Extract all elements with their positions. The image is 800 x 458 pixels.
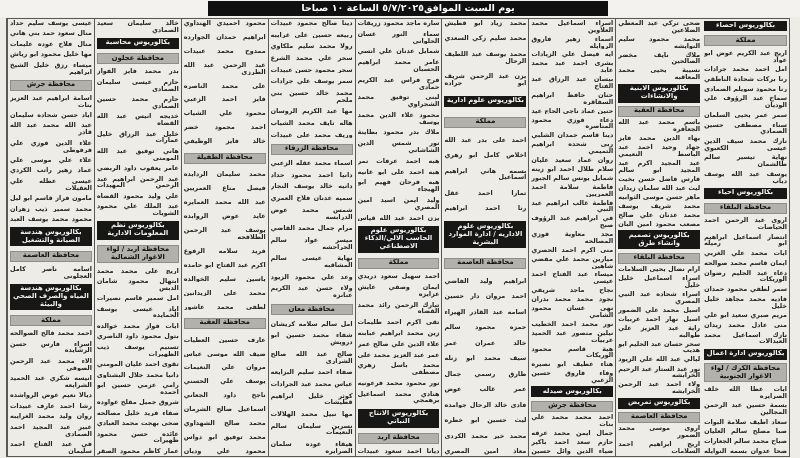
name-cell: تقى اكرم احمد طليمات xyxy=(357,319,440,326)
name-cell: حازم سعد احمد باكير xyxy=(531,438,614,446)
name-cell: يزن عبد الرحمن شريف ابو جراده xyxy=(444,73,527,87)
name-cell: سحر حسان عبد الحليم ابو هديب xyxy=(618,340,701,355)
name-cell: نجود محمد محمد بدران xyxy=(531,296,614,303)
name-cell: في ابراهيم عبد الرؤوف صبح xyxy=(531,215,614,229)
name-cell: عامر يعقوب داود الربضي xyxy=(96,165,179,172)
name-cell: عبد الله محمد العمايره xyxy=(183,199,266,206)
name-cell: هبه احمد علي ابو غانيه xyxy=(357,168,440,176)
name-cell: رولا محمد سليم ملكاوي xyxy=(270,43,353,51)
name-cell: مها نبيل محمد الهلالات xyxy=(270,410,353,418)
name-cell: ملاك نايف مخضر الصالحين xyxy=(618,51,701,66)
name-cell: اسراء اسماعيل محمد العلاوين xyxy=(531,20,614,34)
name-cell: علاء الدين علي صالح عمر xyxy=(357,340,440,348)
name-cell: فاديه محمد مجاهد خليل خليل xyxy=(704,295,787,310)
name-cell: منى اكرم احمد الحصري xyxy=(531,246,614,254)
name-cell: فارس فاضل حسن بخيت xyxy=(618,175,701,183)
name-cell: ايات عطا الله خلف الصرايره xyxy=(704,385,787,400)
name-cell: سيف محمد ابو زنله xyxy=(444,355,527,363)
name-cell: عمر غالب عوض xyxy=(444,386,527,393)
name-cell: ولاء حسن عبد الكريم عنانزه xyxy=(270,285,353,299)
title-bar xyxy=(0,0,800,17)
name-cell: ميارين محمد علي مفضي شاهين xyxy=(531,255,614,270)
name-cell: شروق جميل مفلح عواوده xyxy=(96,399,179,406)
name-cell: ربى شحده ابراهيم التميمي xyxy=(531,141,614,155)
name-cell: منى عادل محمد زيدان xyxy=(704,321,787,329)
name-cell: فيصل مناع العمريين xyxy=(183,185,266,193)
name-cell: علاء الدين فوزي علي فرفوطي xyxy=(10,139,92,154)
name-cell: بشرى احمد عبد محمد عابد xyxy=(531,60,614,74)
name-cell: محمود احميدي الهنداوي xyxy=(183,20,266,27)
degree-section-header: بكالوريوس هندسة المياه والصرف الصحي والبيئة xyxy=(10,284,92,311)
name-cell: ليث عبد الله سلمان زيدان xyxy=(618,184,701,192)
name-cell: دانيا محمد جلال البشتاوي xyxy=(96,371,179,379)
name-cell: اسيل نهار احمد عربيات xyxy=(618,315,701,323)
name-cell: حازم محمد حسين الصمادي xyxy=(96,96,179,110)
name-cell: جهاد وحيد احمد عبد الباسط النعيمي xyxy=(618,144,701,158)
name-cell: ولاء احمد عبد الرحمن الخرابشه xyxy=(618,381,701,395)
name-cell: امل سمير قاسم نصيرات xyxy=(96,295,179,303)
name-cell: دعاء فوزي محمود المناصره xyxy=(531,116,614,131)
governorate-subheader: محافظة معان xyxy=(271,304,353,315)
name-cell: خليل عبد الرزاق خليل عمارات xyxy=(96,130,179,145)
name-cell: اسماعيل صالح الشرمان xyxy=(183,406,266,414)
name-cell: عيسى يوسف سليم حداد xyxy=(10,20,92,27)
degree-section-header: بكالوريوس علوم الاداريه / ادارة الموارد البشرية xyxy=(444,221,526,248)
name-cell: باسم محمد عبد الله الجعافره xyxy=(618,119,701,134)
name-cell: علي وليد محمود القضاه xyxy=(96,192,179,200)
governorate-subheader: محافظة العاصمة xyxy=(10,251,92,262)
name-cell: ايمان قاسم محمد صوالحه xyxy=(704,259,787,267)
name-cell: فاطمة سلامة احمد العمريين xyxy=(531,183,614,198)
name-cell: فايز احمد الزعبي xyxy=(183,96,266,104)
name-cell: انيسه شكري عبد الحميد الشرايعه xyxy=(10,375,92,389)
name-cell: وعد علي محمود الزيود xyxy=(270,273,353,281)
name-cell: ضحى تركي عبد المعطي الضلاعين xyxy=(618,20,701,34)
name-cell: نهاية عيسى سالم المشاقبه xyxy=(270,255,353,269)
name-cell: معاذ امين المصري xyxy=(444,448,527,455)
name-cell: اسراء اسماعيل خليل خليل xyxy=(618,275,701,289)
name-cell: لبنى توفيق محمد الشجراوي xyxy=(357,94,440,108)
name-cell: محمود علاء الدين محمد يوسف xyxy=(357,111,440,126)
name-cell: ميساء عبد الفتاح احمد عيسى xyxy=(531,271,614,286)
column-5 xyxy=(355,19,442,456)
name-cell: محمد يوسف عبد اللطيف الرحال xyxy=(444,50,527,65)
governorate-subheader: مملكة xyxy=(10,315,92,326)
name-cell: شمايل يونس سالم الجبور xyxy=(531,174,614,182)
name-cell: ماهر حسن موسى الثوابيه xyxy=(618,193,701,201)
name-cell: روان وليد محمد الغرايبه xyxy=(10,413,92,421)
degree-section-header: بكالوريوس الانتاج النباتي xyxy=(358,409,440,428)
name-cell: مها خليل محمود ابو رياش xyxy=(10,51,92,59)
name-cell: فادي خالد الرحال جوامده xyxy=(444,401,527,409)
name-cell: وريف محمد علي عبيدات xyxy=(270,131,353,139)
name-cell: ملاك بدر محمود بطاينة xyxy=(357,129,440,137)
name-cell: بيسان عبد الرزاق عبد الفتاح xyxy=(531,76,614,90)
name-cell: اسيل محمد علي الضمور xyxy=(618,306,701,314)
name-cell: هاله نايف محمد الشياب xyxy=(270,120,353,127)
degree-section-header: بكالوريوس علوم الحاسب الالي/الذكاء الاصطناعي xyxy=(358,226,440,253)
name-cell: دانيا احمد محمود حداد xyxy=(270,171,353,179)
name-cell: محمد سليمان الردايده xyxy=(183,171,266,179)
name-cell: مريم صبري سعيد ابو علي xyxy=(704,312,787,319)
name-cell: ديانا احمد سعود عبيدات xyxy=(357,448,440,455)
governorate-subheader: مملكة xyxy=(704,35,787,46)
name-cell: ابراهيم وليد الفاضي xyxy=(444,277,527,285)
governorate-subheader: محافظة البلقاء xyxy=(618,253,700,264)
column-9 xyxy=(7,19,94,456)
name-cell: خديجه انيس عبد الله القضاه xyxy=(96,113,179,127)
governorate-subheader: محافظة الكرك / لواء الاغوار الجنوبية xyxy=(704,363,787,382)
name-cell: تبارك الرحمن رائد محمد القضاه xyxy=(357,301,440,316)
name-cell: نازك اسماعيل محمد العبدالات xyxy=(704,331,787,346)
name-cell: سعاد اطيف سلامة البوات xyxy=(704,418,787,426)
name-cell: عارف حسين العطيات xyxy=(183,336,266,344)
name-cell: امل سالم سلامه كريشان xyxy=(270,320,353,328)
name-cell: ميساء رزق خليل الشيخ ابراهيم xyxy=(10,61,92,76)
name-cell: حنان حافظ ابراهيم السفاقره xyxy=(531,91,614,106)
name-cell: نيلين منصور عبد الحميد عربيات xyxy=(531,329,614,344)
name-cell: صفاء احمد سليم البزايعه xyxy=(270,369,353,376)
name-cell: نسيبة يحيى محمد المعاقبه xyxy=(618,67,701,81)
name-cell: احمد مروان دار حسين xyxy=(444,293,527,301)
column-8 xyxy=(94,19,181,456)
name-cell: ضحى بهجت محمد العبادي xyxy=(96,420,179,427)
degree-section-header: بكالوريوس الابنية والانشاءات xyxy=(618,84,700,103)
name-cell: سحر علي محمد الشرع xyxy=(270,54,353,62)
name-cell: شمايل عدنان علي انسي xyxy=(357,48,440,56)
governorate-subheader: محافظة اربد xyxy=(358,433,440,444)
name-cell: بتول محمود داود الناصري xyxy=(96,333,179,341)
name-cell: صباح محمد سالم الجعارات xyxy=(704,438,787,445)
name-cell: سماح عبد الرؤوف علي الوديان xyxy=(704,95,787,109)
name-cell: عبد الله محمد عبد الله قادر xyxy=(10,122,92,137)
name-cell: ديالا نعيم عوض الرواشده xyxy=(10,392,92,400)
degree-section-header: بكالوريوس محاسبة xyxy=(97,38,179,49)
name-cell: اسراء فارس حسن الرشايده xyxy=(10,340,92,355)
name-cell: محمد باسل زهري مصطفى xyxy=(357,362,440,376)
degree-section-header: بكالوريوس تمريض xyxy=(618,398,700,409)
name-cell: محمد شريف يوسف xyxy=(618,202,701,210)
name-cell: احمد محمد محمد علي بنات xyxy=(531,414,614,428)
name-cell: حنين عماد ناجي الحاج عيد xyxy=(531,107,614,115)
name-cell: عمر عبد العزيز محمد علي xyxy=(357,351,440,359)
name-cell: تسنيم يوسف ذيب الظهيرات xyxy=(96,343,179,358)
name-cell: زين محمد ابراهيم عبابنه xyxy=(357,329,440,337)
name-cell: اياد عيسى يوسف الحمايده xyxy=(96,305,179,320)
name-cell: اسامه عبد القادر الهيراء xyxy=(444,308,527,316)
name-cell: اسراء شحاده عبد النبي المصري xyxy=(618,291,701,305)
name-cell: هناء عطيف ابو نصيره xyxy=(531,361,614,369)
name-cell: عامر محمد ابراهيم الحسبان xyxy=(357,59,440,73)
name-cell: هاني توفيق عبد الله المومني xyxy=(96,147,179,162)
name-cell: احمد محمود خضر xyxy=(183,124,266,132)
name-cell: سماء النور غسان الحلواني xyxy=(357,30,440,45)
name-cell: روان عماد سعيد عليان xyxy=(531,157,614,164)
name-cell: ساره ماجد محمود زريقات xyxy=(357,20,440,27)
name-cell: ممدوح محمد عبيدات xyxy=(183,47,266,55)
name-cell: اسامه ناصر كامل العجلوني xyxy=(10,265,92,280)
governorate-subheader: محافظة الطفيلة xyxy=(184,153,266,164)
names-table xyxy=(6,18,790,457)
name-cell: نهى غسان محمود الشامي xyxy=(531,305,614,319)
name-cell: رشا احمد عارف عبيدات xyxy=(10,402,92,410)
name-cell: منال فلاح عوده عليمات xyxy=(10,40,92,48)
name-cell: هنادي محمد اسماعيل برهمجي xyxy=(357,390,440,405)
name-cell: نازك محمد سيف الدين عيسى الكعبوي xyxy=(704,137,787,152)
name-cell: وفاء فاروق حسين الزعبي xyxy=(531,370,614,384)
name-cell: خالد سليمان سعيد الصمادي xyxy=(96,20,179,34)
name-cell: بسمة حسين عبد الرحمن المجالين xyxy=(704,402,787,416)
governorate-subheader: محافظة العاصمة xyxy=(618,412,700,423)
name-cell: خالد فايز الوظيفي xyxy=(183,138,266,146)
name-cell: انتصار اسماعيل ابراهيم ابو رميله xyxy=(704,233,787,248)
degree-section-header: بكالوريوس علوم ادارية xyxy=(444,96,526,107)
name-cell: سميه عدنان فلاح العمري xyxy=(270,195,353,202)
name-cell: عبير عبد المجيد احمد الصمادي xyxy=(10,423,92,438)
name-cell: نهاية تيسير سالم طالشمان xyxy=(704,154,787,169)
name-cell: خالد عمران عمر xyxy=(444,339,527,347)
name-cell: نور شمس الدين الشاشاني xyxy=(357,140,440,154)
name-cell: امل احمد محمد جرادات xyxy=(704,66,787,73)
name-cell: محمد زياد ابو قطيش xyxy=(444,20,527,27)
name-cell: مها عبد الكريم الروسان xyxy=(270,108,353,116)
name-cell: ضيف الله موسى عباس xyxy=(183,350,266,358)
name-cell: مجد معاوية فوزي المصالحه xyxy=(531,231,614,245)
degree-section-header: بكالوريوس احصاء xyxy=(704,21,787,32)
governorate-subheader: محافظة البلقاء xyxy=(704,203,787,214)
name-cell: محمود علي وديان xyxy=(183,448,266,455)
name-cell: جمال ايمن محمد عرفه xyxy=(531,429,614,437)
column-1 xyxy=(702,19,789,456)
name-cell: شمس محمد عوض الدرابسه xyxy=(270,206,353,221)
name-cell: اسماء محمد عقله الزعبي xyxy=(270,160,353,167)
name-cell: محمد محمود سليم النوايشه xyxy=(618,35,701,50)
degree-section-header: بكالوريوس ادارة اعمال xyxy=(704,349,787,360)
name-cell: عيسى عطله علي العقيلات xyxy=(10,177,92,192)
name-cell: ابراهيم حمدان الجوارده xyxy=(183,33,266,41)
page-title: يوم السبت الموافق٥/٧/٢٠٢٥ الساعة ١٠ صباحا xyxy=(208,1,608,16)
name-cell: مصعب محمود امين البان xyxy=(618,220,701,228)
name-cell: اروى موسى محمد الضمور xyxy=(618,425,701,439)
name-cell: سمر عمر يحيى السلمان xyxy=(704,111,787,119)
name-cell: ليالي عبد الله علي الزيود xyxy=(618,356,701,364)
name-cell: مأمون فراز قاسم ابو ليل xyxy=(10,195,92,202)
name-cell: عائده حسن محمود ظهيرات xyxy=(96,430,179,445)
name-cell: رنا احمد ابراهيم xyxy=(444,205,527,213)
name-cell: الاء محمد عبد الرحمن الصوفي xyxy=(10,357,92,372)
name-cell: رنا بركات شحادة الناطقي xyxy=(704,75,787,83)
name-cell: ابتهال محمود شامان الدبس xyxy=(96,278,179,292)
name-cell: يوسف علي الحسني xyxy=(183,378,266,386)
name-cell: عايد عوض الروابده xyxy=(183,213,266,220)
name-cell: حازم عيسى سليمان الصمادي xyxy=(96,78,179,93)
name-cell: رنا محمود سويلم الصمادي xyxy=(704,85,787,93)
name-cell: تمارا احمد عقل xyxy=(444,189,527,197)
governorate-subheader: مملكة xyxy=(358,258,440,269)
governorate-subheader: محافظة اربد / لواء الاغوار الشمالية xyxy=(97,245,179,264)
name-cell: راية عبد العزيز علي طوالبه xyxy=(618,324,701,339)
degree-section-header: بكالوريوس نظم المعلومات الادارية xyxy=(97,221,179,240)
name-cell: مرام جمال محمد القاضي xyxy=(270,225,353,232)
name-cell: عمار كاظم محمود الصقر xyxy=(96,447,179,455)
governorate-subheader: محافظة العقبة xyxy=(184,318,266,329)
name-cell: تقوى احمد عليان المومني xyxy=(96,361,179,368)
name-cell: ربيعه حسين علي غرايبه xyxy=(270,31,353,39)
name-cell: كوثر خليل ابراهيم قطيشات xyxy=(270,392,353,407)
name-cell: اخلاص كامل ابو زهري xyxy=(444,152,527,159)
name-cell: محمد عدنان علي صالح xyxy=(618,211,701,219)
name-cell: عبد المجيد اكرم عبد المجيد ابو سالم xyxy=(618,160,701,174)
name-cell: هيفاء عوده سلمان الصرايره xyxy=(270,441,353,455)
name-cell: احمد محمد فالح الصوالحه xyxy=(10,330,92,337)
name-cell: صبا مصلح سالم العليان xyxy=(704,428,787,436)
governorate-subheader: محافظة العاصمة xyxy=(444,258,526,269)
governorate-subheader: محافظة جرش xyxy=(531,401,613,412)
name-cell: صفاء فريد خليل مصالحه xyxy=(96,409,179,417)
column-4 xyxy=(441,19,528,456)
name-cell: حمزه محمود سالم xyxy=(444,324,527,332)
name-cell: ميسر عواد سالم الحراحشه xyxy=(270,236,353,251)
name-cell: اسماء زهير فاروق الروايله xyxy=(531,35,614,50)
name-cell: ضحا عدوان بسمه النوايله xyxy=(704,447,787,455)
name-cell: فاطمة غالب ابراهيم عبد النبي xyxy=(531,199,614,214)
name-cell: محمد صالح الشهداوي xyxy=(183,420,266,427)
name-cell: اياد حسن شحاده سليمان xyxy=(10,112,92,119)
name-cell: سحر محمود حسن عبيدات xyxy=(270,66,353,74)
governorate-subheader: محافظة عجلون xyxy=(97,53,179,64)
name-cell: ارام نضال يحيى السلامات xyxy=(618,266,701,274)
name-cell: نور محمد احمد الخطيب xyxy=(531,320,614,328)
name-cell: اريج عبد الكريم عوض ابو عواد xyxy=(704,49,787,64)
name-cell: ناجح داود الجعاني xyxy=(183,392,266,400)
name-cell: عبد الرحمن ابراهيم عبد الرحمن المهيدات xyxy=(96,175,179,190)
name-cell: اريج علي محمد محمد xyxy=(96,267,179,275)
name-cell: اكرم عبد الفتاح ابو حامده xyxy=(183,261,266,269)
name-cell: نجاح ماجد شريفي xyxy=(531,287,614,294)
name-cell: بسمه هاني ابراهيم اسماعيل xyxy=(444,167,527,182)
name-cell: اريج ابراهيم احمد السلامات xyxy=(618,441,701,455)
degree-section-header: بكالوريوس احياء xyxy=(704,188,787,199)
name-cell: علاء علي موسى علي xyxy=(10,156,92,164)
name-cell: طارق رسمي جمال xyxy=(444,370,527,378)
column-6 xyxy=(268,19,355,456)
degree-section-header: بكالوريوس هندسة الصيانة والتشغيل xyxy=(10,227,92,246)
name-cell: فريد سلامه الرفوع xyxy=(183,247,266,255)
name-cell: ايات فواز محمد خوالده xyxy=(96,322,179,330)
degree-section-header: بكالوريوس تصميم وانشاء طرق xyxy=(618,230,700,249)
name-cell: سمر لطفي محمود حمدان xyxy=(704,286,787,293)
name-cell: بدر محمد فايز الفواز xyxy=(96,68,179,76)
name-cell: علي محمد الناصره xyxy=(183,82,266,90)
name-cell: رامي عزمي حسين ابو احمده xyxy=(96,381,179,396)
name-cell: ياسين سليم الخوالده xyxy=(183,275,266,283)
name-cell: محمود علي الشياب xyxy=(183,110,266,118)
name-cell: احمد علي بدر عبد الله xyxy=(444,136,527,144)
name-cell: ليث حسين ابو خطره xyxy=(444,417,527,424)
name-cell: بهاء الدين محمد فايز xyxy=(618,135,701,143)
column-2 xyxy=(615,19,702,456)
governorate-subheader: مملكة xyxy=(444,117,526,128)
name-cell: محمد سليم زكي السعدي xyxy=(444,35,527,43)
name-cell: ايمان وصفي عايش عزايزه xyxy=(357,283,440,298)
column-3 xyxy=(528,19,615,456)
name-cell: ايات محمد علي الغربي xyxy=(704,250,787,257)
name-cell: ايه فيصل علي الزيادات xyxy=(531,51,614,59)
name-cell: في عبد الفتاح احمد سليمان xyxy=(10,441,92,455)
name-cell: دينا صالح محمود عبيدات xyxy=(270,20,353,27)
name-cell: ضياء الدين وائل حسين xyxy=(531,447,614,455)
name-cell: منال سعود حمد بني هاني xyxy=(10,30,92,38)
name-cell: هبة قاسم محمود الوريكات xyxy=(531,345,614,360)
governorate-subheader: محافظة الزرقاء xyxy=(271,144,353,155)
governorate-subheader: محافظة العقبة xyxy=(618,106,700,117)
name-cell: سناء مصطفى حسين الصمادي xyxy=(704,121,787,136)
name-cell: عباس محمد عبد الجرادات xyxy=(270,380,353,388)
name-cell: شفاء محمد حسين ابو درويش xyxy=(270,332,353,346)
name-cell: نور عبد الستار عبد الرحيم الخرابشه xyxy=(618,365,701,380)
name-cell: محمد توفيق ابو دواس xyxy=(183,434,266,441)
name-cell: محمد علي الزيدانين xyxy=(183,289,266,297)
name-cell: سمر يوسف علي جرادات xyxy=(270,78,353,86)
name-cell: سلام طلال احمد ابو زينه xyxy=(531,165,614,173)
name-cell: محمد خير محمد الكردي xyxy=(444,432,527,440)
name-cell: نور محمود محمد فرعونيه xyxy=(357,379,440,387)
name-cell: دينا قاسم حمدان الشلبي xyxy=(531,132,614,140)
name-cell: يزن احمد عبد الله قياس xyxy=(357,214,440,222)
name-cell: هبه احمد عرفات نمر xyxy=(357,157,440,165)
name-cell: لطفي محمد عاشور xyxy=(183,303,266,311)
name-cell: احمد سهيل سعود دريدي xyxy=(357,273,440,280)
name-cell: اسامة ابراهيم عبد العزيز بنات xyxy=(10,94,92,109)
degree-section-header: بكالوريوس صيدله xyxy=(531,386,613,397)
name-cell: دانيه خالد يوسف النجار xyxy=(270,183,353,191)
name-cell: نسرين سليمان سالم النعيمات xyxy=(270,422,353,437)
name-cell: فرح فراس عبد الكريم حمادي xyxy=(357,76,440,91)
name-cell: محمد سمير ذيب زهران xyxy=(10,205,92,213)
name-cell: محمود محمد يوسف العبد xyxy=(10,216,92,223)
name-cell: عبد الرحمن عبد الله الطرزي xyxy=(183,61,266,76)
name-cell: عبد الملك علي محمود الشويات xyxy=(96,203,179,217)
name-cell: هبه فرحان فهيم ابو الهيجاء xyxy=(357,179,440,194)
column-7 xyxy=(181,19,268,456)
name-cell: محمد خالد حسين بني ملحم xyxy=(270,89,353,104)
name-cell: وليد ايمن اسيد امين المصري xyxy=(357,197,440,211)
name-cell: صالح عبد الله صالح الشراري xyxy=(270,350,353,365)
name-cell: يوسف عبد الله يوسف دياب xyxy=(704,170,787,185)
name-cell: دعاء عبد الحليم رضوان الوريكات xyxy=(704,269,787,284)
name-cell: اروى عبد الرحمن احمد الحياصات xyxy=(704,217,787,231)
name-cell: مروان علي النعيمات xyxy=(183,364,266,372)
name-cell: يوسف عبد الرحمن الطلافحه xyxy=(183,227,266,241)
name-cell: عماد زهير راتب الكردي xyxy=(10,167,92,175)
governorate-subheader: محافظة جرش xyxy=(10,80,92,91)
